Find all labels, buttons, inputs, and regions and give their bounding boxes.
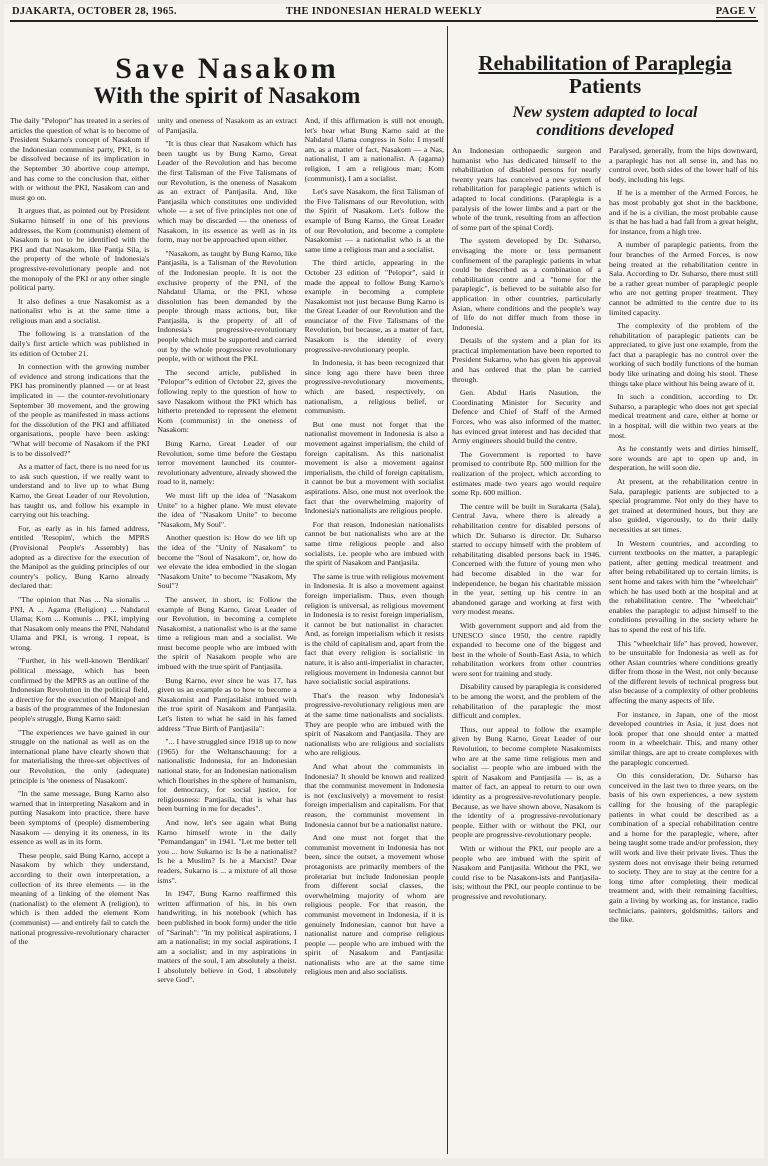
paragraph: Another question is: How do we lift up the idea of the "Unity of Nasakom" to become the "Soul of Nasakom", or, how do we elevate the idea embodied in the slogan "Nasakom Unite" to become "Nasakom, My Soul"? bbox=[157, 533, 297, 591]
paragraph: At present, at the rehabilitation centre in Sala, paraplegic patients are subjected to a special programme. Not only do they have to get trained at determined hours, but they are also guided, vigorously, to do their daily necessities at set times. bbox=[609, 477, 758, 534]
article-body bbox=[10, 116, 444, 989]
paragraph: "Nasakom, as taught by Bung Karno, like Pantjasila, is a Talisman of the Revolution of the Indonesian people. It is not the exclusive property of the PNI, of the Nahdatul Ulama, or the PKI, whose dissolution has been demanded by the people through mass actions, but, like Pantjasila, is the property of all of Indonesia's progressive-revolutionary people which must be supported and carried out by the whole progressive revolutionary people, with or without the PKI. bbox=[157, 248, 297, 364]
paragraph: Gen. Abdul Haris Nasution, the Coordinating Minister for Security and Defence and Chief of Staff of the Armed Forces, who was also informed of the matter, has evinced great interest and has decided that Army engineers should build the centre. bbox=[452, 388, 601, 446]
paragraph: The second article, published in "Pelopor"'s edition of October 22, gives the following reply to the question of how to save Nasakom without the PKI which has hitherto pretended to represent the element Kom (communist) in the oneness of Nasakom: bbox=[157, 367, 297, 435]
paragraph: We must lift up the idea of "Nasakom Unite" to a higher plane. We must elevate the idea of "Nasakom Unite" to become "Nasakom, My Soul". bbox=[157, 490, 297, 529]
paragraph: With or without the PKI, our people are a people who are imbued with the spirit of Nasakom and Pantjasila. Without the PKI, we could rise to be Nasakom-ists and Pantjasila-ists; without the PKI, our people continue to be progressive and revolutionary. bbox=[452, 843, 601, 901]
paragraph: And one must not forget that the communist movement in Indonesia has not been, since the outset, a movement whose protagonists are primarily members of the proletariat but include Indonesian people from different social classes, the overwhelming majority of whom are religious people. For that reason, the communist movement in Indonesia, if it is genuinely Indonesian, cannot but have a nationalist nature and comprise religious people — people who are imbued with the spirit of Nasakom and Pantjasila: nationalists who are at the same time religious men and also socialists. bbox=[304, 833, 444, 977]
paragraph: The third article, appearing in the October 23 edition of "Pelopor", said it made the appeal to follow Bung Karno's example in becoming a complete Nasakomist not just because Bung Karno is the Great Leader of our Revolution and the enunciator of the Five Talismans of the Revolution, but because, as a matter of fact, Nasakom is the identity of every progressive-revolutionary people. bbox=[304, 258, 444, 354]
paragraph: Bung Karno, Great Leader of our Revolution, some time before the Gestapu terror movement launched its counter-revolutionary adventure, already showed the road to it, namely: bbox=[157, 439, 297, 487]
paragraph: unity and oneness of Nasakom as an extract of Pantjasila. bbox=[157, 116, 297, 135]
paragraph: As he constantly wets and dirties himself, sore wounds are apt to open up and, in desperation, he will soon die. bbox=[609, 444, 758, 473]
paragraph: And, if this affirmation is still not enough, let's hear what Bung Karno said at the Nahdatul Ulama congress in Solo: I myself am, as a matter of fact, Nasakom — a Nas, nationalist, I am a nationalist. A (agama) religion, I am a religious man; Kom (communist), I am a socialist. bbox=[304, 116, 444, 183]
paragraph: The complexity of the problem of the rehabilitation of paraplegic patients can be appreciated, to give just one example, from the fact that a paraplegic has no control over the working of such bodily functions of the human body like urinating and doing his stool. These things take place without his being aware of it. bbox=[609, 321, 758, 388]
article-body bbox=[452, 146, 758, 929]
paragraph: "The experiences we have gained in our struggle on the national as well as on the international plane have clearly shown that for materialising the three-set objectives of our Revolution, the only (adequate) principle is 'the oneness of Nasakom'. bbox=[10, 727, 150, 785]
paragraph: For, as early as in his famed address, entitled 'Resopim', which the MPRS (Provisional People's Assembly) has adopted as a directive for the execution of the Manipol as the guiding principles of our country's policy, Bung Karno already declared that: bbox=[10, 523, 150, 591]
article-column-1 bbox=[452, 146, 601, 929]
masthead-dateline: DJAKARTA, OCTOBER 28, 1965. bbox=[12, 6, 177, 17]
masthead bbox=[12, 6, 756, 20]
article-headline: Save Nasakom bbox=[115, 52, 339, 85]
paragraph: Details of the system and a plan for its practical implementation have been reported to President Sukarno, who has given his approval and has ordered that the plan be carried through. bbox=[452, 336, 601, 384]
paragraph: These people, said Bung Karno, accept a Nasakom by which they understand, according to their own interpretation, a collection of its three elements — in the meaning of a linking of the element Nas (nationalist) to the element A (religion), to which is then added the element Kom (communist) — and entirely fail to catch the national progressive-revolutionary character of the bbox=[10, 850, 150, 947]
paragraph: Let's save Nasakom, the first Talisman of the Five Talismans of our Revolution, with the Spirit of Nasakom. Let's follow the example of Bung Karno, the Great Leader of our Revolution, and become a complete Nasakomist — a nationalist who is at the same time a religious man and a socialist. bbox=[304, 187, 444, 254]
paragraph: For instance, in Japan, one of the most developed countries in Asia, it just does not look proper that one should enter a matted room in a wheelchair. This, and many other similar things, are apt to create complexes with the paraplegic concerned. bbox=[609, 709, 758, 767]
paragraph: In 1947, Bung Karno reaffirmed this written affirmation of his, in his own handwriting, in his notebook (which has been published in book form) under the title of "Sarinah": "In my political aspirations, I am a nationalist; in my social aspirations, I am a socialist; and in my aspirations in matters of the soul, I am absolutely a theist. I absolutely believe in God, I absolutely serve God". bbox=[157, 889, 297, 985]
paragraph: In Western countries, and according to current textbooks on the matter, a paraplegic patient, after getting medical treatment and after being rehabilitated up to certain limits, is sent home and takes with him the "wheelchair" which he has used both at the hospital and at the rehabilitation centre. The "wheelchair" enables the paraplegic to adjust himself to the conditions prevailing in the society where he has to spend the rest of his life. bbox=[609, 538, 758, 634]
article-column-2 bbox=[609, 146, 758, 929]
article-save-nasakom bbox=[10, 26, 444, 1154]
paragraph: An Indonesian orthopaedic surgeon and humanist who has dedicated himself to the rehabilitation of disabled persons for nearly twenty years has conceived a new system of rehabilitation for paraplegic patients which is adapted to local conditions. (Paraplegia is a paralysis of the lower limbs and a part or the whole of the trunk, resulting from an affection of some part of the spinal Cord). bbox=[452, 146, 601, 232]
paragraph: The same is true with religious movement in Indonesia. It is also a movement against foreign imperialism. Thus, even though religion is universal, as religious movement in Indonesia is to resist foreign imperialism, it cannot be but nationalist in character. And, as foreign imperialism which it resists is the child of capitalism and, apart from the fact that every religion is socialistic in nature, it is also anti-imperialist in character, religious movement in Indonesia cannot but have socialistic social aspirations. bbox=[304, 571, 444, 687]
paragraph: The Government is reported to have promised to contribute Rp. 500 million for the realization of the project, which according to estimates made two years ago would require some Rp. 600 million. bbox=[452, 449, 601, 498]
paragraph: A number of paraplegic patients, from the four branches of the Armed Forces, is now being treated at the rehabilitation centre in Sala. According to Dr. Suharso, there must still be a rather great number of paraplegic people who are not getting proper treatment. They cannot be admitted to the centre due to its limited capacity. bbox=[609, 240, 758, 317]
paragraph: "In the same message, Bung Karno also warned that in interpreting Nasakom and in putting Nasakom into practice, there have been symptoms of (people) dismembering Nasakom — denying it its oneness, in its essence as well as in its form. bbox=[10, 789, 150, 847]
paragraph: Paralysed, generally, from the hips downward, a paraplegic has not all sense in, and has no control over, both sides of the lower half of his body, including his legs. bbox=[609, 146, 758, 184]
article-headline-line-2: Patients bbox=[568, 74, 642, 98]
paragraph: With government support and aid from the UNESCO since 1950, the centre rapidly expanded to become one of the biggest and best in the whole of South-East Asia, to which rehabilitation workers from other countries were sent for training and study. bbox=[452, 620, 601, 678]
paragraph: And what about the communists in Indonesia? It should be known and realized that the communist movement in Indonesia is not (exclusively) a movement to resist foreign imperialism and capitalism. For that reason, the communist movement in Indonesia cannot but be a nationalist nature. bbox=[304, 762, 444, 829]
masthead-page-number: PAGE V bbox=[715, 6, 756, 17]
paragraph: Thus, our appeal to follow the example given by Bung Karno, Great Leader of our Revolution, to become complete Nasakomists who are at the same time religious men and socialist — people who are imbued with the spirit of Nasakom and Pantjasila — is, as a matter of fact, an appeal to return to our own identity as a progressive-revolutionary people. Because, as we have shown above, Nasakom is the identity of a progressive-revolutionary people. Either with or without the PKI, our people are progressive-revolutionary people. bbox=[452, 724, 601, 840]
article-subheadline: With the spirit of Nasakom bbox=[93, 83, 361, 108]
paragraph: The daily "Pelopor" has treated in a series of articles the question of what is to become of President Sukarno's concept of Nasakom if the Indonesian communist party, PKI, is to be dissolved because of its implication in the September 30 abortive coup attempt, and has come to the conclusion that, either with or without the PKI, Nasakom can and must go on. bbox=[10, 116, 150, 202]
paragraph: In connection with the growing number of evidence and strong indications that the PKI has prominently planned — or at least implicated in — the counter-revolutionary September 30 movement, and the growing of the people as manifested in mass actions for the dissolution of the PKI and affiliated organisations, people have been asking: "What will become of Nasakom if the PKI is to be dissolved?" bbox=[10, 362, 150, 458]
paragraph: It also defines a true Nasakomist as a nationalist who is at the same time a religious man and a socialist. bbox=[10, 296, 150, 325]
paragraph: The following is a translation of the daily's first article which was published in its edition of October 21. bbox=[10, 329, 150, 358]
paragraph: But one must not forget that the nationalist movement in Indonesia is also a movement against imperialism, the child of foreign capitalism. As this nationalist movement is also a movement against imperialism, the child of foreign capitalism, it cannot be but a movement with socialist aspirations. Also, one must not overlook the fact that the overwhelming majority of Indonesia's nationalists are religious people. bbox=[304, 419, 444, 516]
newspaper-page bbox=[4, 4, 764, 1158]
paragraph: For that reason, Indonesian nationalists cannot be but nationalists who are at the same time religious people and also socialists, i.e. people who are imbued with the spirit of Nasakom and Pantjasila. bbox=[304, 519, 444, 568]
paragraph: The answer, in short, is: Follow the example of Bung Karno, Great Leader of our Revolution, in becoming a complete Nasakomist, a nationalist who is at the same time a religious man and a socialist. We must become people who are imbued with the spirit of Nasakom people who are imbued with the true spirit of Pantjasila. bbox=[157, 594, 297, 672]
article-headline-line-1: Rehabilitation of Paraplegia bbox=[478, 51, 732, 75]
paragraph: "The opinion that Nas ... Na sionalis ... PNI, A ... Agama (Religion) ... Nahdatul Ulama; Kom ... Komunis ... PKI, implying that Nasakom only means the PNI, Nahdatul Ulama and PKI, is wrong. I repeat, is wrong. bbox=[10, 594, 150, 652]
article-column-1 bbox=[10, 116, 149, 989]
article-subheadline-line-1: New system adapted to local bbox=[512, 104, 698, 121]
paragraph: "It is thus clear that Nasakom which has been taught us by Bung Karno, Great Leader of the Revolution and has become the first Talisman of the Five Talismans of our Revolution, is the oneness of Nasakom as an extract of Pantjasila. And, like Pantjasila which constitutes one undivided whole — a set of five principles not one of which may be discarded — the oneness of Nasakom, in its essence as well as in its form, may not be approached upon either. bbox=[157, 139, 297, 245]
masthead-rule bbox=[10, 20, 758, 22]
paragraph: The centre will be built in Surakarta (Sala), Central Java, where there is already a rehabilitation centre for disabled persons of which Dr. Suharso is director. Dr. Suharso started to occupy himself with the problem of rehabilitating disabled persons back in 1946. Concerned with the future of young men who had become disabled in the war for independence, he began his charitable mission in the year, setting up his centre in an abandoned garage and working at first with very modest means. bbox=[452, 501, 601, 617]
article-subheadline-line-2: conditions developed bbox=[536, 122, 674, 139]
article-paraplegia bbox=[452, 26, 758, 1154]
paragraph: On this consideration, Dr. Suharso has conceived in the last two to three years, on the basis of his own experiences, a new system calling for the housing of the paraplegic patients in what could be described as a combination of a special rehabilitation centre and a home for the paraplegic, where, after being taught some trade and/or profession, they will work and live their private lives. Thus the system does not envisage their being returned to society. They are to stay at the centre for a long time after completing their medical treatment and, with their remaining faculties, gain a living by working as, for instance, radio technicians, painters, goldsmiths, tailors and the like. bbox=[609, 771, 758, 925]
paragraph: And now, let's see again what Bung Karno himself wrote in the daily "Pemandangan" in 1941. "Let me better tell you ... how Sukarno is: Is he a nationalist? Is he a Muslim? Is he a Marxist? Dear readers, Sukarno is ... a mixture of all those isms". bbox=[157, 817, 297, 885]
paragraph: That's the reason why Indonesia's progressive-revolutionary religious men are at the same time nationalists and socialists. They are people who are imbued with the spirit of Nasakom and Pantjasila. They are nationalists who are religious and socialists who are religious. bbox=[304, 690, 444, 758]
paragraph: If he is a member of the Armed Forces, he has most probably got shot in the backbone, and if he is a civilian, the most probable cause is that he has had a bad fall from a great height, for instance, from a high tree. bbox=[609, 188, 758, 236]
paragraph: In such a condition, according to Dr. Suharso, a paraplegic who does not get special medical treatment and care, either at home or in a hospital, will die within two years at the most. bbox=[609, 392, 758, 440]
column-divider bbox=[447, 26, 448, 1154]
article-column-2 bbox=[157, 116, 296, 989]
paragraph: As a matter of fact, there is no need for us to ask such question, if we really want to understand and to live up to what Bung Karno, the Great Leader of our Revolution, has taught us, and follow his example in carrying out his teaching. bbox=[10, 462, 150, 520]
paragraph: This "wheelchair life" has proved, however, to be unsuitable for Indonesia as well as for other Asian countries where conditions greatly differ from those in the West, not only because of the different levels of technical progress but also because of a complexity of other problems affecting the many aspects of life. bbox=[609, 638, 758, 706]
masthead-title: THE INDONESIAN HERALD WEEKLY bbox=[285, 6, 483, 17]
paragraph: "... I have struggled since 1918 up to now (1965) for the Weltanschauung: for a nationalistic Indonesia, for an Indonesian national state, for an Indonesian nationalism which flourishes in the sphere of humanism, for democracy, for social justice, for religiousness: Pantjasila, that is what has been burning in me for decades". bbox=[157, 737, 297, 814]
paragraph: Bung Karno, ever since he was 17, has given us an example as to how to become a Nasakomist and Pantjasilaist imbued with the true spirit of Nasakom and Pantjasila. Let's listen to what he said in his famed address "True Birth of Pantjasila": bbox=[157, 675, 297, 733]
article-column-3 bbox=[305, 116, 444, 989]
paragraph: In Indonesia, it has been recognized that since long ago there have been three progressive-revolutionary movements, which are based, respectively, on nationalism, a religious belief, or communism. bbox=[304, 358, 444, 416]
paragraph: It argues that, as pointed out by President Sukarno himself in one of his previous addresses, the Kom (communist) element of Nasakom is not to be identified with the PKI and that Nasakom, like Pantja Sila, is the property of the whole of Indonesia's progressive-revolutionary people and not the monopoly of the PKI or any other single political party. bbox=[10, 206, 150, 293]
paragraph: The system developed by Dr. Suharso, envisaging the more or less permanent confinement of the paraplegic patients in what could be described as a combination of a rehabilitation centre and a "home for the paraplegic", is believed to be suitable also for application in other countries, particularly Asian, where conditions and the people's way of life do not differ much from those in Indonesia. bbox=[452, 236, 601, 332]
paragraph: Disability caused by paraplegia is considered to be among the worst, and the problem of the rehabilitation of the paraplegic the most difficult and complex. bbox=[452, 682, 601, 721]
paragraph: "Further, in his well-known 'Berdikari' political message, which has been confirmed by the MPRS as an outline of the Indonesian Revolution in the political field, a directive for the execution of Manipol and a basis of the programmes of the Indonesian people's struggle, Bung Karno said: bbox=[10, 656, 150, 724]
